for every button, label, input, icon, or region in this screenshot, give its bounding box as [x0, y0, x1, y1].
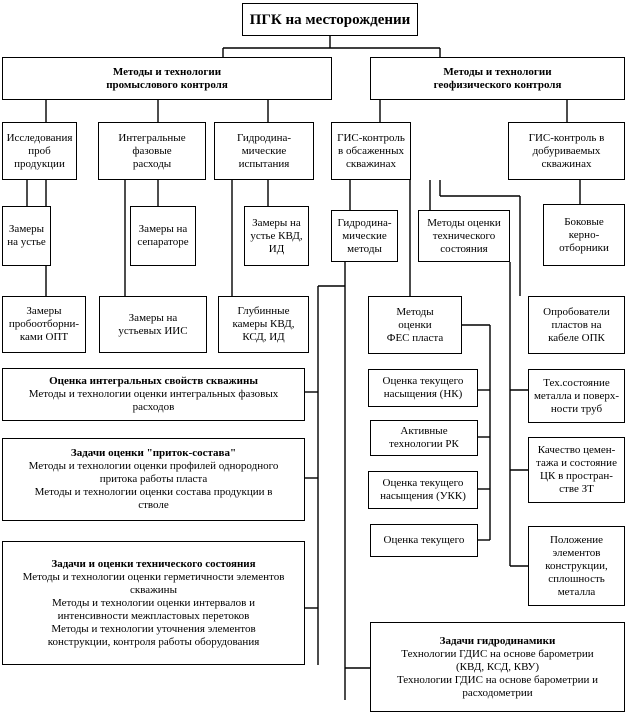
tech-state-methods-box: Методы оценки технического состояния: [418, 210, 510, 262]
wellhead-iis-measurements-box: Замеры на устьевых ИИС: [99, 296, 207, 353]
gis-cased-wells-box: ГИС-контроль в обсаженных скважинах: [331, 122, 411, 180]
hydrodynamic-tests-box: Гидродина- мические испытания: [214, 122, 314, 180]
fes-methods-box: Методы оценки ФЕС пласта: [368, 296, 462, 354]
current-estimate-box: Оценка текущего: [370, 524, 478, 557]
hydrodynamic-methods-box: Гидродина- мические методы: [331, 210, 398, 262]
gis-producing-wells-box: ГИС-контроль в добуриваемых скважинах: [508, 122, 625, 180]
integral-properties-task-box: Оценка интегральных свойств скважины Методы и технологии оценки интегральных фазовых расходов: [2, 368, 305, 421]
active-rk-box: Активные технологии РК: [370, 420, 478, 456]
samplers-measurements-box: Замеры пробоотборни- ками ОПТ: [2, 296, 86, 353]
saturation-nk-box: Оценка текущего насыщения (НК): [368, 369, 478, 407]
formation-testers-box: Опробователи пластов на кабеле ОПК: [528, 296, 625, 354]
saturation-ukk-box: Оценка текущего насыщения (УКК): [368, 471, 478, 509]
geophysical-control-methods: Методы и технологии геофизического контроля: [370, 57, 625, 100]
tech-state-task-box: Задачи и оценки технического состояния Методы и технологии оценки герметичности элементов скважины Методы и технологии оценки интервалов и интенсивности межпластовых перетоков Методы и технологии уточнения элементов конструкции, контроля работы оборудования: [2, 541, 305, 665]
sidewall-coring-box: Боковые керно- отборники: [543, 204, 625, 266]
wellhead-measurements-box: Замеры на устье: [2, 206, 51, 266]
separator-measurements-box: Замеры на сепараторе: [130, 206, 196, 266]
cement-quality-box: Качество цемен- тажа и состояние ЦК в простран- стве ЗТ: [528, 437, 625, 503]
product-research-box: Исследования проб продукции: [2, 122, 77, 180]
diagram-title: ПГК на месторождении: [242, 3, 418, 36]
inflow-composition-task-box: Задачи оценки "приток-состава" Методы и технологии оценки профилей однородного притока работы пласта Методы и технологии оценки состава продукции в стволе: [2, 438, 305, 521]
elements-position-box: Положение элементов конструкции, сплошность металла: [528, 526, 625, 606]
hydrodynamics-task-box: Задачи гидродинамики Технологии ГДИС на основе барометрии (КВД, КСД, КВУ) Технологии ГДИС на основе барометрии и расходометрии: [370, 622, 625, 712]
depth-chambers-box: Глубинные камеры КВД, КСД, ИД: [218, 296, 309, 353]
wellhead-kvd-measurements-box: Замеры на устье КВД, ИД: [244, 206, 309, 266]
industrial-control-methods: Методы и технологии промыслового контроля: [2, 57, 332, 100]
integral-rates-box: Интегральные фазовые расходы: [98, 122, 206, 180]
metal-state-box: Тех.состояние металла и поверх- ности труб: [528, 369, 625, 423]
